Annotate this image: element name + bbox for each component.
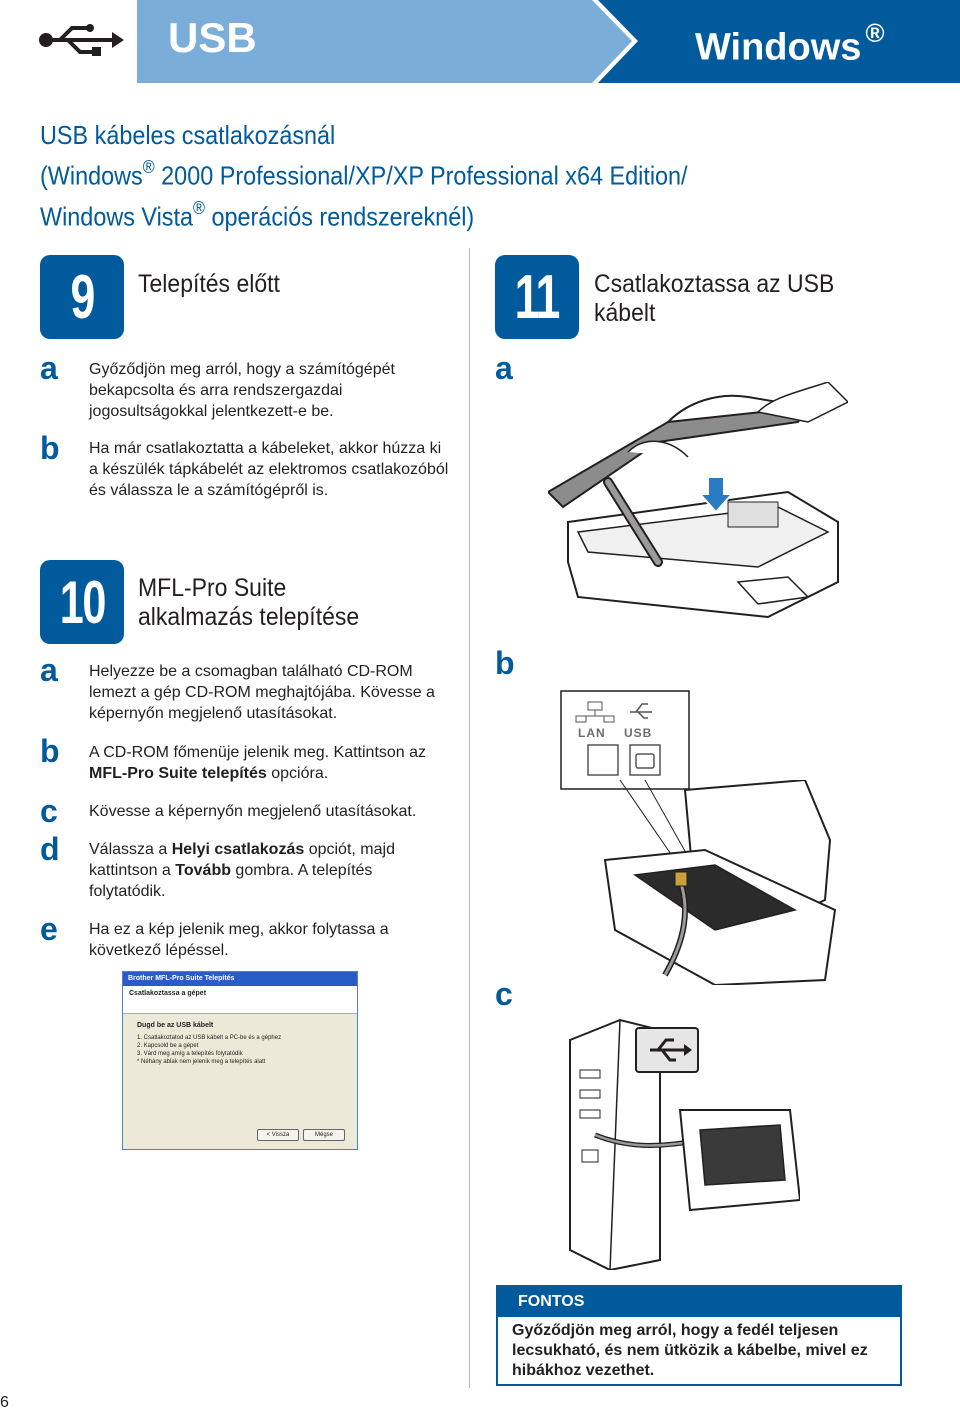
lan-port-label: LAN bbox=[578, 726, 606, 740]
step-9-letter-b: b bbox=[40, 430, 60, 466]
step-11-letter-a: a bbox=[495, 350, 513, 386]
installer-screenshot bbox=[122, 971, 358, 1150]
step-10-heading: MFL-Pro Suite alkalmazás telepítése bbox=[138, 574, 360, 631]
step-10-text-c: Kövesse a képernyőn megjelenő utasításokat. bbox=[89, 803, 417, 820]
step-11-heading: Csatlakoztassa az USB kábelt bbox=[594, 270, 835, 327]
step-11-letter-b: b bbox=[495, 645, 515, 681]
windows-header-label: Windows ® bbox=[695, 18, 885, 69]
step-10-letter-c: c bbox=[40, 793, 58, 829]
step-10-text-e: Ha ez a kép jelenik meg, akkor folytassa a következő lépéssel. bbox=[89, 921, 389, 959]
important-notice-box bbox=[496, 1285, 902, 1386]
step-9-heading: Telepítés előtt bbox=[138, 270, 280, 298]
step-11-letter-c: c bbox=[495, 976, 513, 1012]
step-10-text-b: A CD-ROM főmenüje jelenik meg. Kattintson az MFL-Pro Suite telepítés opcióra. bbox=[89, 744, 427, 782]
important-label: FONTOS bbox=[498, 1287, 900, 1317]
column-divider bbox=[469, 248, 470, 1388]
screenshot-back-button: < Vissza bbox=[257, 1129, 299, 1141]
usb-port-label: USB bbox=[624, 726, 653, 740]
page-number: 6 bbox=[0, 1394, 9, 1411]
step-10-letter-e: e bbox=[40, 911, 58, 947]
screenshot-heading: Dugd be az USB kábelt bbox=[137, 1022, 214, 1029]
step-10-letter-d: d bbox=[40, 831, 60, 867]
usb-icon bbox=[38, 24, 124, 56]
page-title: USB kábeles csatlakozásnál (Windows® 2000 Professional/XP/XP Professional x64 Edition/ Windows Vista® operációs rendszereknél) bbox=[40, 120, 688, 232]
pc-usb-illustration bbox=[540, 1010, 800, 1275]
step-10-text-a: Helyezze be a csomagban található CD-ROM lemezt a gép CD-ROM meghajtójába. Kövesse a képernyőn megjelenő utasításokat. bbox=[89, 663, 435, 722]
step-11-badge: 11 bbox=[495, 255, 579, 339]
usb-header-label: USB bbox=[168, 14, 257, 61]
screenshot-line: * Néhány ablak nem jelenik meg a telepítés alatt bbox=[137, 1059, 266, 1065]
step-9-text-a: Győződjön meg arról, hogy a számítógépét bekapcsolta és arra rendszergazdai jogosultságokkal jelentkezett-e be. bbox=[89, 361, 395, 420]
open-printer-illustration bbox=[595, 780, 855, 990]
step-9-badge: 9 bbox=[40, 255, 124, 339]
scanner-cover-illustration bbox=[548, 382, 848, 627]
screenshot-title-bar: Brother MFL-Pro Suite Telepítés bbox=[123, 972, 357, 986]
screenshot-subtitle: Csatlakoztassa a gépet bbox=[123, 986, 357, 1014]
step-10-letter-a: a bbox=[40, 652, 58, 688]
screenshot-cancel-button: Mégse bbox=[303, 1129, 345, 1141]
screenshot-line: 2. Kapcsold be a gépet bbox=[137, 1043, 199, 1049]
step-10-badge: 10 bbox=[40, 560, 124, 644]
screenshot-line: 1. Csatlakoztatod az USB kábelt a PC-be és a géphez bbox=[137, 1035, 282, 1041]
important-text: Győződjön meg arról, hogy a fedél teljesen lecsukható, és nem ütközik a kábelbe, mivel ez hibákhoz vezethet. bbox=[512, 1322, 868, 1379]
screenshot-line: 3. Várd meg amíg a telepítés folytatódik bbox=[137, 1051, 243, 1057]
step-9-text-b: Ha már csatlakoztatta a kábeleket, akkor húzza ki a készülék tápkábelét az elektromos csatlakozóból és válassza le a számítógépről is. bbox=[89, 440, 449, 499]
step-9-letter-a: a bbox=[40, 350, 58, 386]
step-10-letter-b: b bbox=[40, 733, 60, 769]
step-10-text-d: Válassza a Helyi csatlakozás opciót, majd kattintson a Tovább gombra. A telepítés folytatódik. bbox=[89, 841, 395, 900]
